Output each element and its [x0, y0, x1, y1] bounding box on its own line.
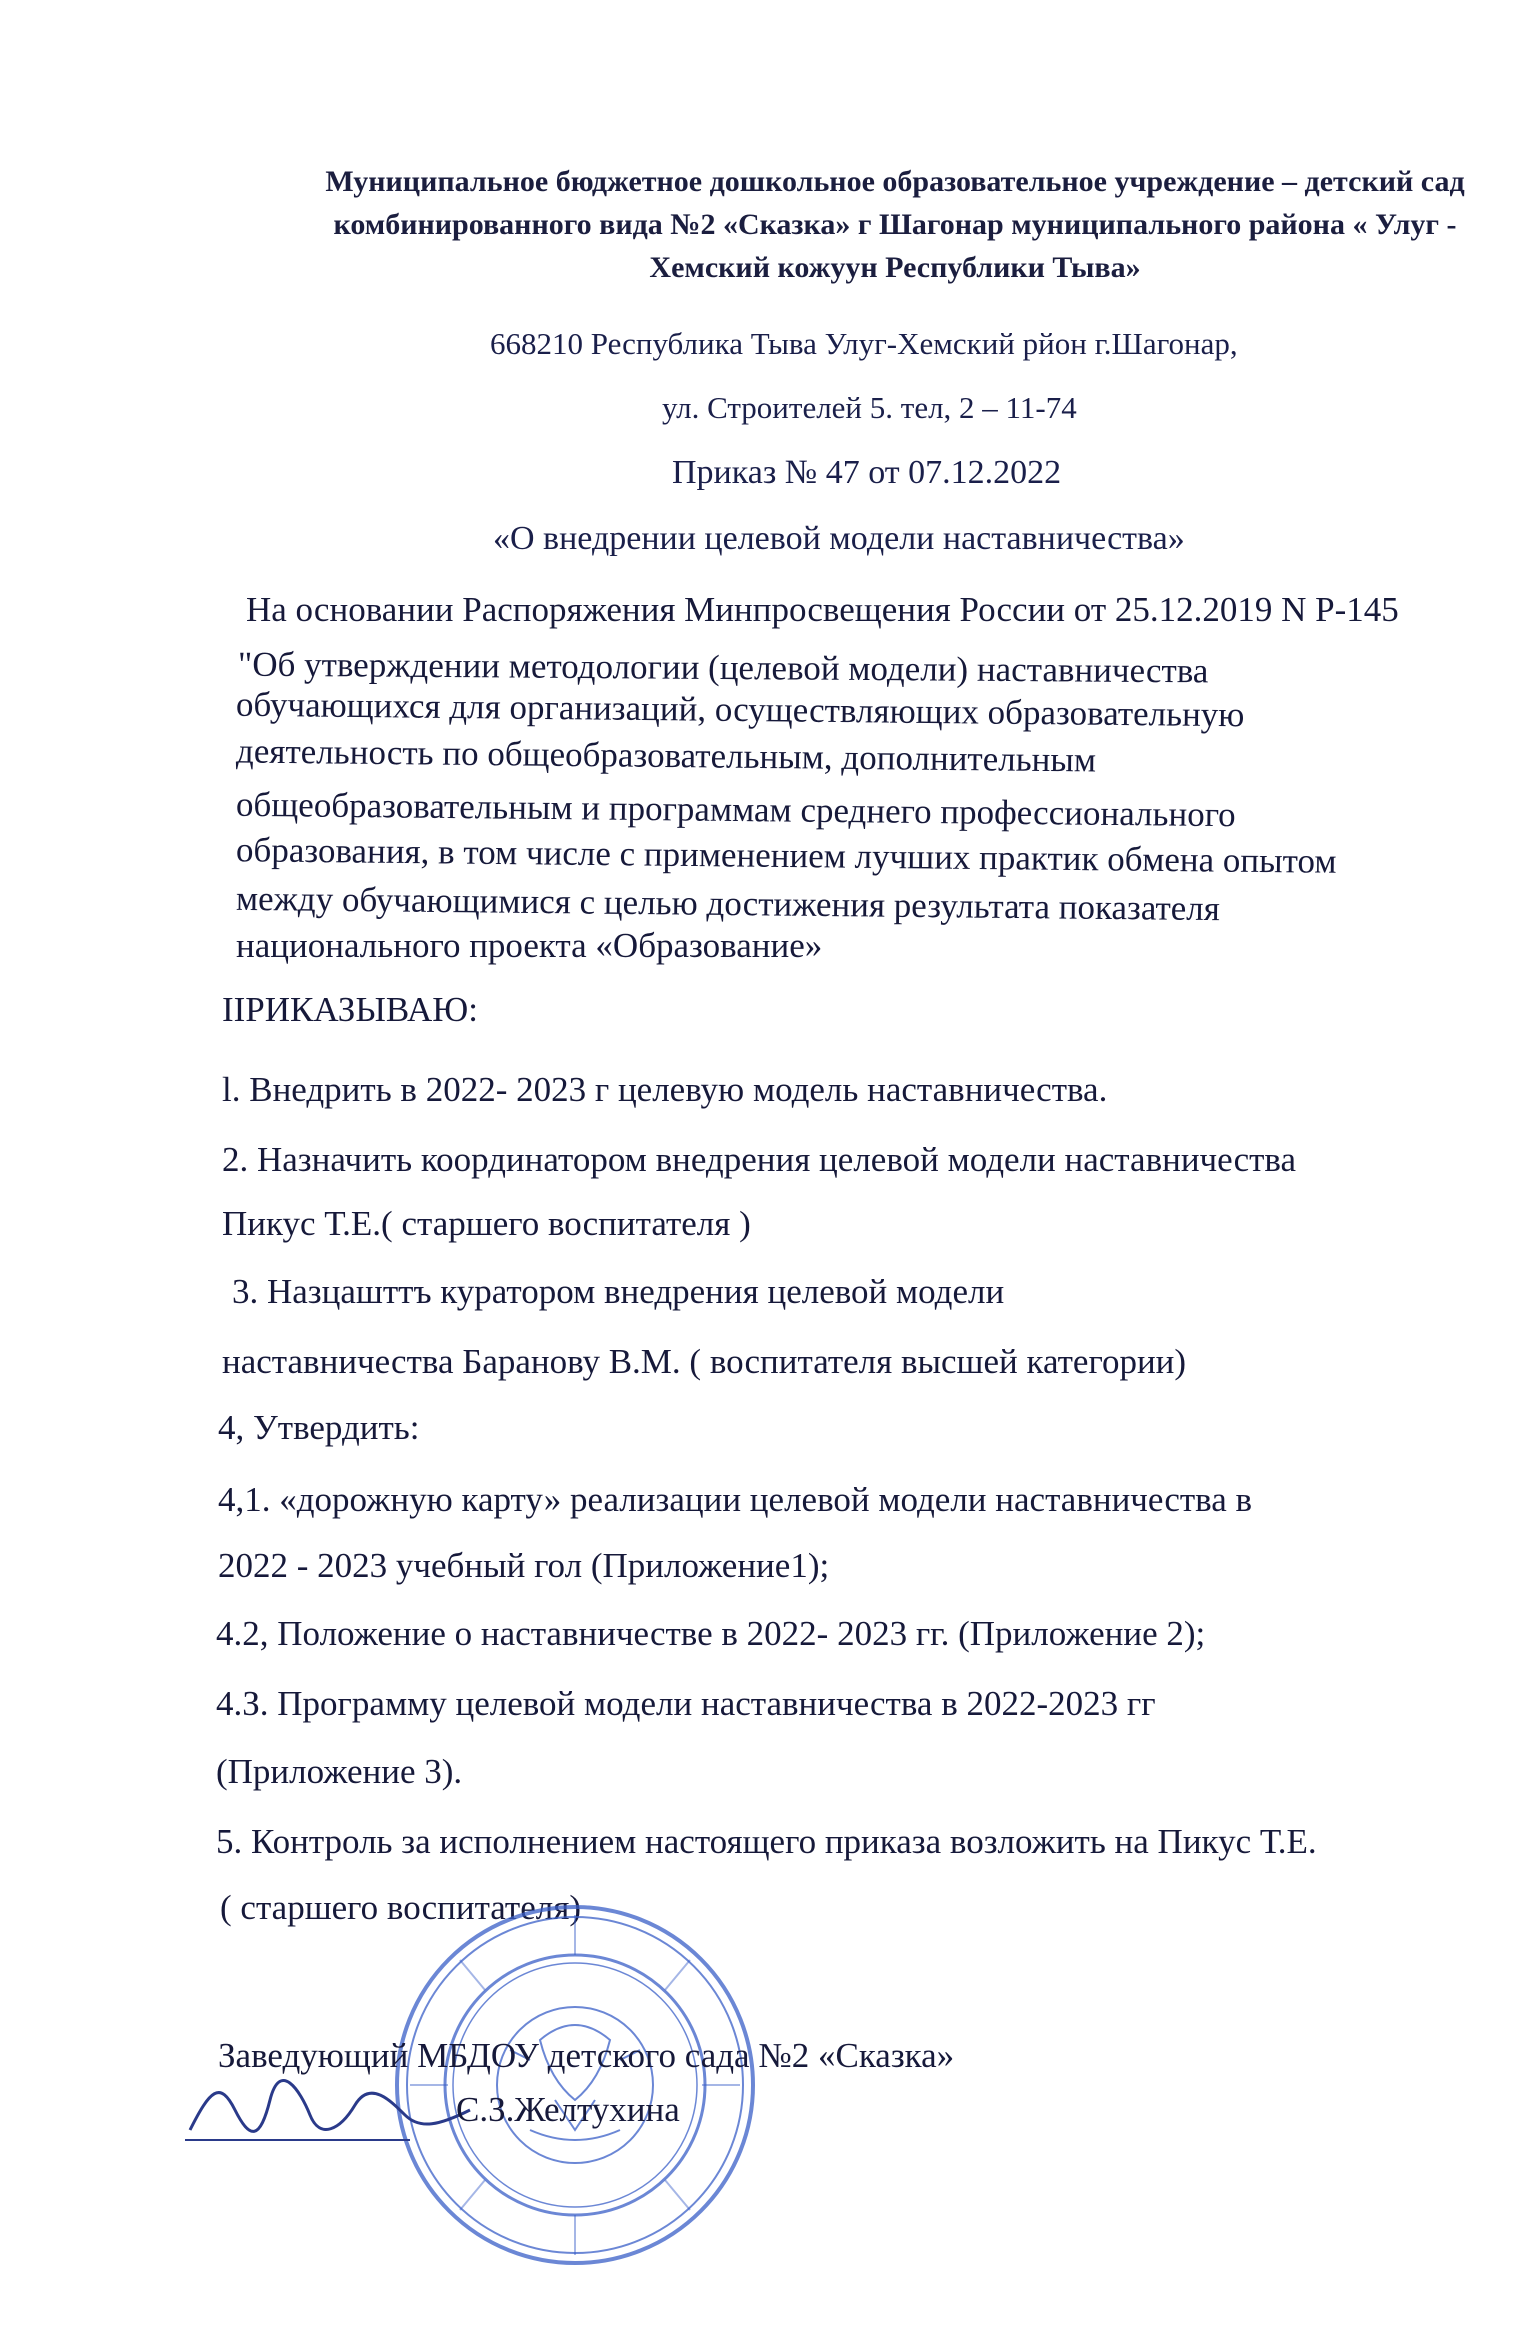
item-4: 4, Утвердить:	[218, 1408, 420, 1447]
preamble-line-2: "Об утверждении методологии (целевой модели) наставничества	[237, 644, 1209, 691]
item-3-line-1: 3. Назцашттъ куратором внедрения целевой модели	[232, 1272, 1005, 1311]
item-2-line-1: 2. Назначить координатором внедрения целевой модели наставничества	[222, 1140, 1296, 1179]
header-line-1: Муниципальное бюджетное дошкольное образовательное учреждение – детский сад	[325, 165, 1465, 198]
item-4-2: 4.2, Положение о наставничестве в 2022- 2023 гг. (Приложение 2);	[216, 1614, 1206, 1653]
signature-scribble	[180, 2070, 480, 2150]
preamble-line-4: деятельность по общеобразовательным, дополнительным	[235, 731, 1097, 780]
preamble-line-6: образования, в том числе с применением лучших практик обмена опытом	[235, 830, 1337, 881]
item-3-line-2: наставничества Баранову В.М. ( воспитателя высшей категории)	[222, 1342, 1187, 1381]
order-number: Приказ № 47 от 07.12.2022	[672, 454, 1062, 491]
address-line-2: ул. Строителей 5. тел, 2 – 11-74	[662, 390, 1077, 425]
signoff-name: С.З.Желтухина	[456, 2090, 680, 2129]
orders-heading: IIРИКАЗЫВАЮ:	[222, 990, 478, 1029]
item-2-line-2: Пикус Т.Е.( старшего воспитателя )	[222, 1204, 751, 1243]
signoff-position: Заведующий МБДОУ детского сада №2 «Сказка»	[218, 2036, 955, 2075]
preamble-line-7: между обучающимися с целью достижения результата показателя	[235, 878, 1221, 929]
item-5-line-1: 5. Контроль за исполнением настоящего приказа возложить на Пикус Т.Е.	[216, 1822, 1317, 1861]
item-4-3-line-1: 4.З. Программу целевой модели наставничества в 2022-2023 гг	[216, 1684, 1156, 1723]
preamble-line-5: общеобразовательным и программам среднего профессионального	[235, 784, 1236, 835]
item-4-1-line-1: 4,1. «дорожную карту» реализации целевой модели наставничества в	[218, 1480, 1253, 1519]
institution-header	[260, 160, 1530, 289]
preamble-line-8: национального проекта «Образование»	[236, 926, 823, 965]
address-line-1: 668210 Республика Тыва Улуг-Хемский рйон г.Шагонар,	[490, 326, 1238, 361]
item-4-3-line-2: (Приложение 3).	[216, 1752, 463, 1791]
header-line-2: комбинированного вида №2 «Сказка» г Шагонар муниципального района « Улуг -	[333, 208, 1457, 241]
item-1: l. Внедрить в 2022- 2023 г целевую модель наставничества.	[222, 1070, 1108, 1109]
item-5-line-2: ( старшего воспитателя)	[220, 1888, 581, 1927]
header-line-3: Хемский кожуун Республики Тыва»	[649, 251, 1141, 284]
preamble-line-3: обучающихся для организаций, осуществляющих образовательную	[235, 684, 1245, 735]
order-title: «О внедрении целевой модели наставничества»	[493, 520, 1185, 557]
item-4-1-line-2: 2022 - 2023 учебный гол (Приложение1);	[218, 1546, 830, 1585]
preamble-line-1: На основании Распоряжения Минпросвещения России от 25.12.2019 N Р-145	[246, 590, 1399, 629]
